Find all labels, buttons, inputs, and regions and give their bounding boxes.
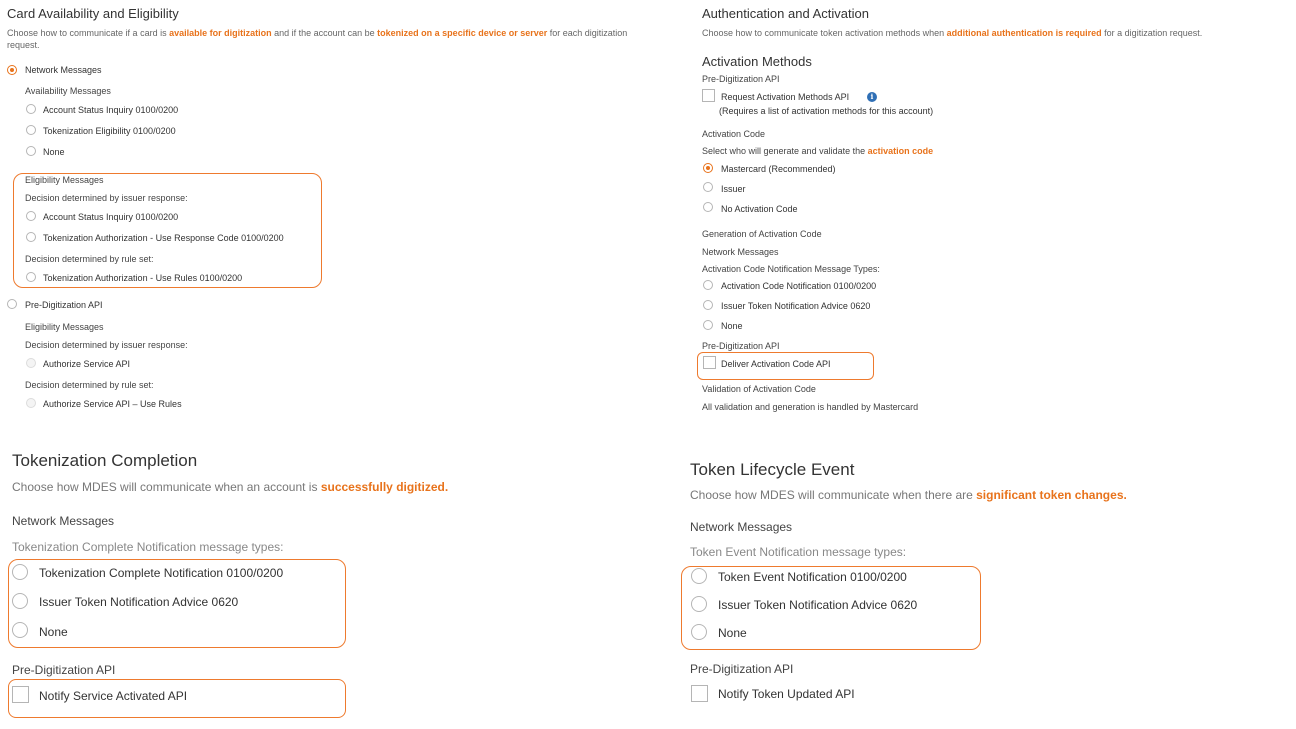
group-label: Network Messages — [12, 514, 115, 528]
radio-label: Tokenization Complete Notification 0100/0200 — [39, 566, 284, 580]
radio-eligibility-account-status[interactable] — [26, 211, 36, 221]
radio-lifecycle-none[interactable] — [691, 624, 707, 640]
checkbox-label: Notify Token Updated API — [718, 687, 855, 701]
radio-label: Network Messages — [25, 65, 102, 75]
section-description: Choose how MDES will communicate when an account is successfully digitized. — [12, 480, 449, 494]
radio-label: Issuer Token Notification Advice 0620 — [721, 301, 871, 311]
group-sublabel: Select who will generate and validate the activation code — [702, 146, 934, 156]
group-sublabel-disabled: Decision determined by rule set: — [25, 380, 154, 390]
section-title: Tokenization Completion — [12, 451, 198, 470]
checkbox-label: Request Activation Methods API — [721, 92, 850, 102]
radio-no-activation-code[interactable] — [703, 202, 713, 212]
radio-availability-none[interactable] — [26, 146, 36, 156]
radio-label: Tokenization Authorization - Use Rules 0100/0200 — [43, 273, 243, 283]
radio-label: No Activation Code — [721, 204, 798, 214]
section-title: Card Availability and Eligibility — [7, 6, 179, 21]
group-sublabel: Activation Code Notification Message Types: — [702, 264, 880, 274]
info-icon[interactable]: i — [867, 92, 877, 102]
link-additional-authentication[interactable]: additional authentication is required — [946, 28, 1102, 38]
radio-label: None — [43, 147, 65, 157]
radio-authorize-service-api-rules — [26, 398, 36, 408]
radio-issuer[interactable] — [703, 182, 713, 192]
section-title: Token Lifecycle Event — [690, 460, 855, 479]
section-description: Choose how MDES will communicate when there are significant token changes. — [690, 488, 1127, 502]
group-label: Validation of Activation Code — [702, 384, 816, 394]
radio-label: Issuer Token Notification Advice 0620 — [39, 595, 239, 609]
radio-label: Tokenization Eligibility 0100/0200 — [43, 126, 176, 136]
radio-label: None — [39, 625, 68, 639]
link-tokenized-on-device[interactable]: tokenized on a specific device or server — [377, 28, 548, 38]
radio-activation-code-notification[interactable] — [703, 280, 713, 290]
group-label: Network Messages — [690, 520, 793, 534]
radio-notification-none[interactable] — [703, 320, 713, 330]
group-sublabel: Tokenization Complete Notification message types: — [12, 540, 284, 554]
radio-issuer-token-notification[interactable] — [703, 300, 713, 310]
group-sublabel: Token Event Notification message types: — [690, 545, 907, 559]
subsection-title: Activation Methods — [702, 54, 812, 69]
checkbox-notify-token-updated[interactable] — [691, 685, 708, 702]
radio-label: Activation Code Notification 0100/0200 — [721, 281, 877, 291]
radio-label: Pre-Digitization API — [25, 300, 103, 310]
group-label-disabled: Eligibility Messages — [25, 322, 104, 332]
group-label: Availability Messages — [25, 86, 111, 96]
radio-label: Token Event Notification 0100/0200 — [718, 570, 907, 584]
radio-authorize-service-api — [26, 358, 36, 368]
group-label: Pre-Digitization API — [12, 663, 116, 677]
radio-label: Issuer — [721, 184, 746, 194]
checkbox-notify-service-activated[interactable] — [12, 686, 29, 703]
group-label: Network Messages — [702, 247, 779, 257]
group-label: Activation Code — [702, 129, 766, 139]
radio-issuer-token-notification-advice[interactable] — [12, 593, 28, 609]
radio-label-disabled: Authorize Service API — [43, 359, 131, 369]
group-label: Pre-Digitization API — [690, 662, 794, 676]
section-title: Authentication and Activation — [702, 6, 869, 21]
radio-token-event-notification[interactable] — [691, 568, 707, 584]
radio-label: None — [721, 321, 743, 331]
section-description: Choose how to communicate token activation methods when additional authentication is required for a digitization request. — [702, 28, 1203, 38]
checkbox-note: (Requires a list of activation methods for this account) — [719, 106, 934, 116]
radio-network-messages[interactable] — [7, 65, 17, 75]
radio-label: Account Status Inquiry 0100/0200 — [43, 105, 179, 115]
radio-label: Mastercard (Recommended) — [721, 164, 836, 174]
radio-eligibility-use-rules[interactable] — [26, 272, 36, 282]
group-sublabel: Decision determined by rule set: — [25, 254, 154, 264]
checkbox-request-activation-methods[interactable] — [702, 89, 715, 102]
radio-completion-none[interactable] — [12, 622, 28, 638]
highlight-box — [13, 173, 322, 288]
checkbox-label: Deliver Activation Code API — [721, 359, 831, 369]
radio-label: Account Status Inquiry 0100/0200 — [43, 212, 179, 222]
radio-eligibility-response-code[interactable] — [26, 232, 36, 242]
group-label: Pre-Digitization API — [702, 341, 780, 351]
link-successfully-digitized[interactable]: successfully digitized. — [320, 480, 449, 494]
radio-availability-tokenization-eligibility[interactable] — [26, 125, 36, 135]
link-available-for-digitization[interactable]: available for digitization — [169, 28, 272, 38]
radio-pre-digitization-api[interactable] — [7, 299, 17, 309]
radio-label: Issuer Token Notification Advice 0620 — [718, 598, 918, 612]
link-activation-code[interactable]: activation code — [867, 146, 934, 156]
radio-availability-account-status[interactable] — [26, 104, 36, 114]
group-sublabel: Decision determined by issuer response: — [25, 193, 188, 203]
group-sublabel-disabled: Decision determined by issuer response: — [25, 340, 188, 350]
info-text: All validation and generation is handled by Mastercard — [702, 402, 919, 412]
radio-label: Tokenization Authorization - Use Response Code 0100/0200 — [43, 233, 284, 243]
link-significant-token-changes[interactable]: significant token changes. — [976, 488, 1127, 502]
group-label: Pre-Digitization API — [702, 74, 780, 84]
group-label: Eligibility Messages — [25, 175, 104, 185]
checkbox-deliver-activation-code[interactable] — [703, 356, 716, 369]
section-description: Choose how to communicate if a card is available for digitization and if the account can be tokenized on a specific device or server for each digitization request. — [7, 28, 628, 50]
radio-label: None — [718, 626, 747, 640]
checkbox-label: Notify Service Activated API — [39, 689, 188, 703]
group-label: Generation of Activation Code — [702, 229, 822, 239]
radio-tokenization-complete-notification[interactable] — [12, 564, 28, 580]
radio-issuer-token-notification-advice[interactable] — [691, 596, 707, 612]
radio-mastercard-recommended[interactable] — [703, 163, 713, 173]
radio-label-disabled: Authorize Service API – Use Rules — [43, 399, 182, 409]
